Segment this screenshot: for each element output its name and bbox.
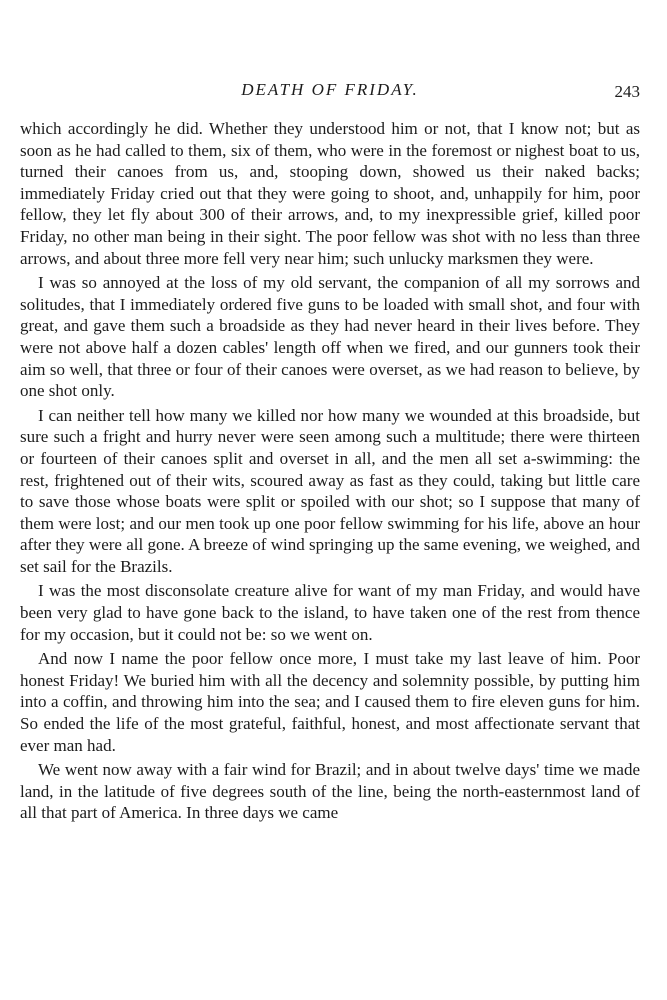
paragraph: I was the most disconsolate creature alive for want of my man Friday, and would have been very glad to have gone back to the island, to have taken one of the rest from thence for my occasion, but it could not be: so we went on. xyxy=(20,581,640,644)
paragraph: I can neither tell how many we killed nor how many we wounded at this broadside, but sure such a fright and hurry never were seen among such a multitude; there were thirteen or fourteen of their canoes split and overset in all, and the men all set a-swimming: the rest, frightened out of their wits, scoured away as fast as they could, taking but little care to save those whose boats were split or spoiled with our shot; so I suppose that many of them were lost; and our men took up one poor fellow swimming for his life, above an hour after they were all gone. A breeze of wind springing up the same evening, we weighed, and set sail for the Brazils. xyxy=(20,405,640,576)
paragraph: And now I name the poor fellow once more, I must take my last leave of him. Poor honest Friday! We buried him with all the decency and solemnity possible, by putting him into a coffin, and throwing him into the sea; and I caused them to fire eleven guns for him. So ended the life of the most grateful, faithful, honest, and most affectionate servant that ever man had. xyxy=(20,649,640,755)
page-header xyxy=(20,78,640,104)
body-text xyxy=(20,118,640,827)
running-head: DEATH OF FRIDAY. xyxy=(241,80,419,99)
paragraph-continuation: which accordingly he did. Whether they understood him or not, that I know not; but as soon as he had called to them, six of them, who were in the foremost or nighest boat to us, turned their canoes from us, and, stooping down, showed us their naked backs; immediately Friday cried out that they were going to shoot, and, unhappily for him, poor fellow, they let fly about 300 of their arrows, and, to my inexpressible grief, killed poor Friday, no other man being in their sight. The poor fellow was shot with no less than three arrows, and about three more fell very near him; such unlucky marksmen they were. xyxy=(20,119,640,268)
page-number: 243 xyxy=(614,82,640,101)
paragraph: I was so annoyed at the loss of my old servant, the companion of all my sorrows and solitudes, that I immediately ordered five guns to be loaded with small shot, and four with great, and gave them such a broadside as they had never heard in their lives before. They were not above half a dozen cables' length off when we fired, and our gunners took their aim so well, that three or four of their canoes were overset, as we had reason to believe, by one shot only. xyxy=(20,273,640,401)
paragraph: We went now away with a fair wind for Brazil; and in about twelve days' time we made land, in the latitude of five degrees south of the line, being the north-easternmost land of all that part of America. In three days we came xyxy=(20,760,640,823)
